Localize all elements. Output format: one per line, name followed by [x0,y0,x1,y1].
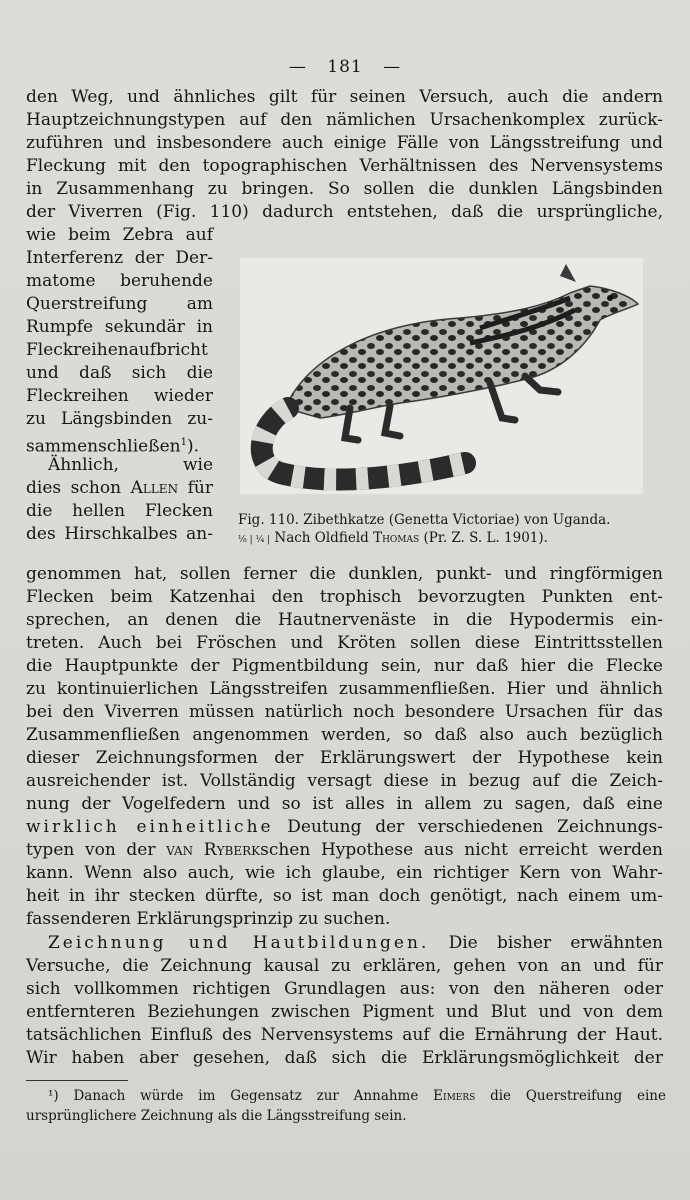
body-line: Flecken beim Katzenhai den trophisch bevorzugten Punkten ent- [26,587,663,607]
body-line: fassenderen Erklärungsprinzip zu suchen. [26,909,391,929]
body-line: matome beruhende [26,271,213,291]
body-line: entfernteren Beziehungen zwischen Pigment und Blut und von dem [26,1002,663,1022]
body-line: ausreichender ist. Vollständig versagt diese in bezug auf die Zeich- [26,771,663,791]
figure-caption: ⅛ | ¼ | Nach Oldfield Thomas (Pr. Z. S. L. 1901). [238,530,548,546]
body-line: treten. Auch bei Fröschen und Kröten sollen diese Eintrittsstellen [26,633,663,653]
body-line: Versuche, die Zeichnung kausal zu erklären, gehen von an und für [26,956,663,976]
section-heading-line: Zeichnung und Hautbildungen. Die bisher erwähnten [48,933,663,953]
body-line: sprechen, an denen die Hautnervenäste in die Hypodermis ein- [26,610,663,630]
body-line: dieser Zeichnungsformen der Erklärungswert der Hypothese kein [26,748,663,768]
body-line: den Weg, und ähnliches gilt für seinen Versuch, auch die andern [26,87,663,107]
body-line: sich vollkommen richtigen Grundlagen aus: von den näheren oder [26,979,663,999]
figure-caption: Fig. 110. Zibethkatze (Genetta Victoriae) von Uganda. [238,512,611,528]
body-line: zu kontinuierlichen Längsstreifen zusammenfließen. Hier und ähnlich [26,679,663,699]
author-name: Thomas [373,530,420,546]
body-line: Rumpfe sekundär in [26,317,213,337]
body-line: zu Längsbinden zu- [26,409,213,429]
footnote-line: ¹) Danach würde im Gegensatz zur Annahme Eimers die Querstreifung eine [48,1088,666,1104]
genet-drawing [240,258,643,494]
body-line: der Viverren (Fig. 110) dadurch entstehen, daß die ursprüngliche, [26,202,663,222]
body-line: kann. Wenn also auch, wie ich glaube, ein richtiger Kern von Wahr- [26,863,663,883]
body-line: Zusammenfließen angenommen werden, so daß also auch bezüglich [26,725,663,745]
body-line: wirklich einheitliche Deutung der verschiedenen Zeichnungs- [26,817,663,837]
body-line: die Hauptpunkte der Pigmentbildung sein, nur daß hier die Flecke [26,656,663,676]
body-line: dies schon Allen für [26,478,213,498]
body-line: Ähnlich, wie [48,455,213,475]
body-line: bei den Viverren müssen natürlich noch besondere Ursachen für das [26,702,663,722]
body-line: die hellen Flecken [26,501,213,521]
body-line: heit in ihr stecken dürfte, so ist man doch genötigt, nach einem um- [26,886,663,906]
body-line: Fleckreihen wieder [26,386,213,406]
body-line: tatsächlichen Einfluß des Nervensystems auf die Ernährung der Haut. [26,1025,663,1045]
body-line: Wir haben aber gesehen, daß sich die Erklärungsmöglichkeit der [26,1048,663,1068]
body-line: Fleckung mit den topographischen Verhältnissen des Nervensystems [26,156,663,176]
body-line: genommen hat, sollen ferner die dunklen, punkt- und ringförmigen [26,564,663,584]
page-number: — 181 — [288,57,402,77]
body-line: zuführen und insbesondere auch einige Fälle von Längsstreifung und [26,133,663,153]
body-line: Hauptzeichnungstypen auf den nämlichen Ursachenkomplex zurück- [26,110,663,130]
body-line: und daß sich die [26,363,213,383]
author-name: Allen [130,478,179,498]
author-name: van Ryberk [166,840,261,860]
body-line: in Zusammenhang zu bringen. So sollen die dunklen Längsbinden [26,179,663,199]
section-heading: Zeichnung und Hautbildungen. [48,933,430,953]
body-line: nung der Vogelfedern und so ist alles in allem zu sagen, daß eine [26,794,663,814]
genet-illustration [240,258,643,494]
body-line: sammenschließen$^1$). [26,436,200,457]
footnote-line: ursprünglichere Zeichnung als die Längsstreifung sein. [26,1108,407,1124]
body-line: des Hirschkalbes an- [26,524,213,544]
body-line: typen von der van Ryberkschen Hypothese aus nicht erreicht werden [26,840,663,860]
body-line: Querstreifung am [26,294,213,314]
emphasis-spaced: wirklich einheitliche [26,817,274,837]
body-line: Interferenz der Der- [26,248,213,268]
footnote-rule [26,1080,128,1081]
body-line: Fleckreihenaufbricht [26,340,208,360]
body-line: wie beim Zebra auf [26,225,213,245]
author-name: Eimers [433,1088,476,1104]
